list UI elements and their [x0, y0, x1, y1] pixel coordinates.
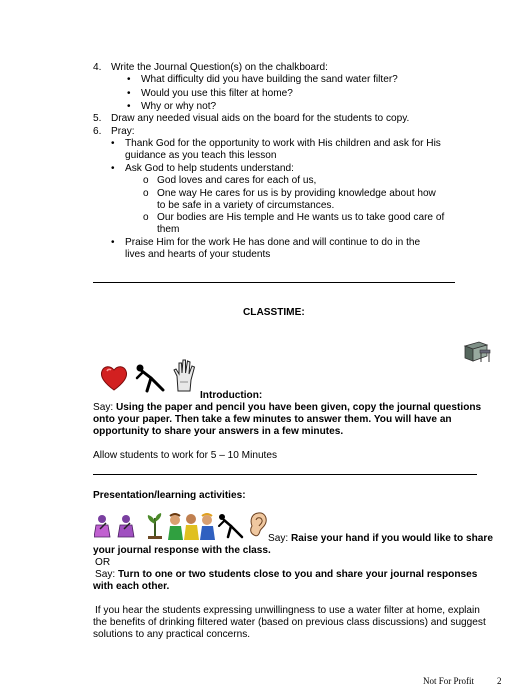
- say-paragraph-line: [95, 569, 477, 581]
- bullet-icon: •: [111, 163, 115, 174]
- prayer-point: lives and hearts of your students: [125, 249, 271, 260]
- prayer-point: Ask God to help students understand:: [125, 163, 294, 174]
- bullet-icon: •: [111, 138, 115, 149]
- say-text: Raise your hand if you would like to share: [291, 533, 493, 544]
- prayer-point: Thank God for the opportunity to work with His children and ask for His: [125, 138, 441, 149]
- say-text: your journal response with the class.: [93, 545, 271, 556]
- say-label: Say:: [93, 402, 114, 413]
- section-heading: Introduction:: [200, 390, 263, 401]
- circle-bullet-icon: o: [143, 188, 149, 199]
- journal-question: Would you use this filter at home?: [141, 88, 293, 99]
- or-text: OR: [95, 557, 111, 568]
- list-item-text: Write the Journal Question(s) on the chalkboard:: [111, 62, 328, 73]
- sub-point: to be safe in a variety of circumstances.: [157, 200, 335, 211]
- group-children-icon: [166, 512, 216, 542]
- section-heading: CLASSTIME:: [243, 307, 305, 318]
- section-divider: [93, 282, 455, 283]
- journal-question: Why or why not?: [141, 101, 217, 112]
- bullet-icon: •: [111, 237, 115, 248]
- heart-icon: [99, 364, 129, 392]
- say-label: Say:: [268, 533, 289, 544]
- sub-point: God loves and cares for each of us,: [157, 175, 317, 186]
- body-paragraph-line: If you hear the students expressing unwillingness to use a water filter at home, explain: [95, 605, 480, 616]
- say-text: Using the paper and pencil you have been given, copy the journal questions: [116, 402, 482, 413]
- footer-text: Not For Profit: [423, 676, 475, 686]
- list-number: 5.: [93, 113, 102, 124]
- sub-point: Our bodies are His temple and He wants us to take good care of: [157, 212, 445, 223]
- list-item-text: Pray:: [111, 126, 135, 137]
- journal-question: What difficulty did you have building the sand water filter?: [141, 74, 398, 85]
- say-text: with each other.: [93, 581, 170, 592]
- say-text: opportunity to share your answers in a few minutes.: [93, 426, 344, 437]
- bullet-icon: •: [127, 88, 131, 99]
- list-number: 6.: [93, 126, 102, 137]
- stretching-figure-icon: [216, 510, 246, 540]
- say-text: onto your paper. Then take a few minutes to answer them. You will have an: [93, 414, 452, 425]
- say-text: Turn to one or two students close to you and share your journal responses: [118, 569, 478, 580]
- ear-icon: [248, 511, 268, 539]
- prayer-point: Praise Him for the work He has done and will continue to do in the: [125, 237, 421, 248]
- sub-point: One way He cares for us is by providing knowledge about how: [157, 188, 436, 199]
- prayer-point: guidance as you teach this lesson: [125, 150, 277, 161]
- sub-point: them: [157, 224, 180, 235]
- page-number: 2: [497, 676, 502, 686]
- body-paragraph-line: the benefits of drinking filtered water (based on previous class discussions) and suggest: [93, 617, 486, 628]
- praying-figures-icon: [94, 513, 142, 541]
- list-number: 4.: [93, 62, 102, 73]
- say-paragraph-line: [268, 533, 493, 545]
- list-item-text: Draw any needed visual aids on the board for the students to copy.: [111, 113, 410, 124]
- desk-chair-icon: [461, 336, 493, 364]
- plant-icon: [144, 510, 166, 540]
- section-heading: Presentation/learning activities:: [93, 490, 246, 501]
- hand-icon: [172, 358, 198, 392]
- instruction-text: Allow students to work for 5 – 10 Minutes: [93, 450, 278, 461]
- say-paragraph-line: [93, 402, 481, 414]
- section-divider: [93, 474, 477, 475]
- bullet-icon: •: [127, 101, 131, 112]
- body-paragraph-line: solutions to any practical concerns.: [93, 629, 251, 640]
- circle-bullet-icon: o: [143, 175, 149, 186]
- stretching-figure-icon: [133, 360, 169, 394]
- say-label: Say:: [95, 569, 116, 580]
- circle-bullet-icon: o: [143, 212, 149, 223]
- bullet-icon: •: [127, 74, 131, 85]
